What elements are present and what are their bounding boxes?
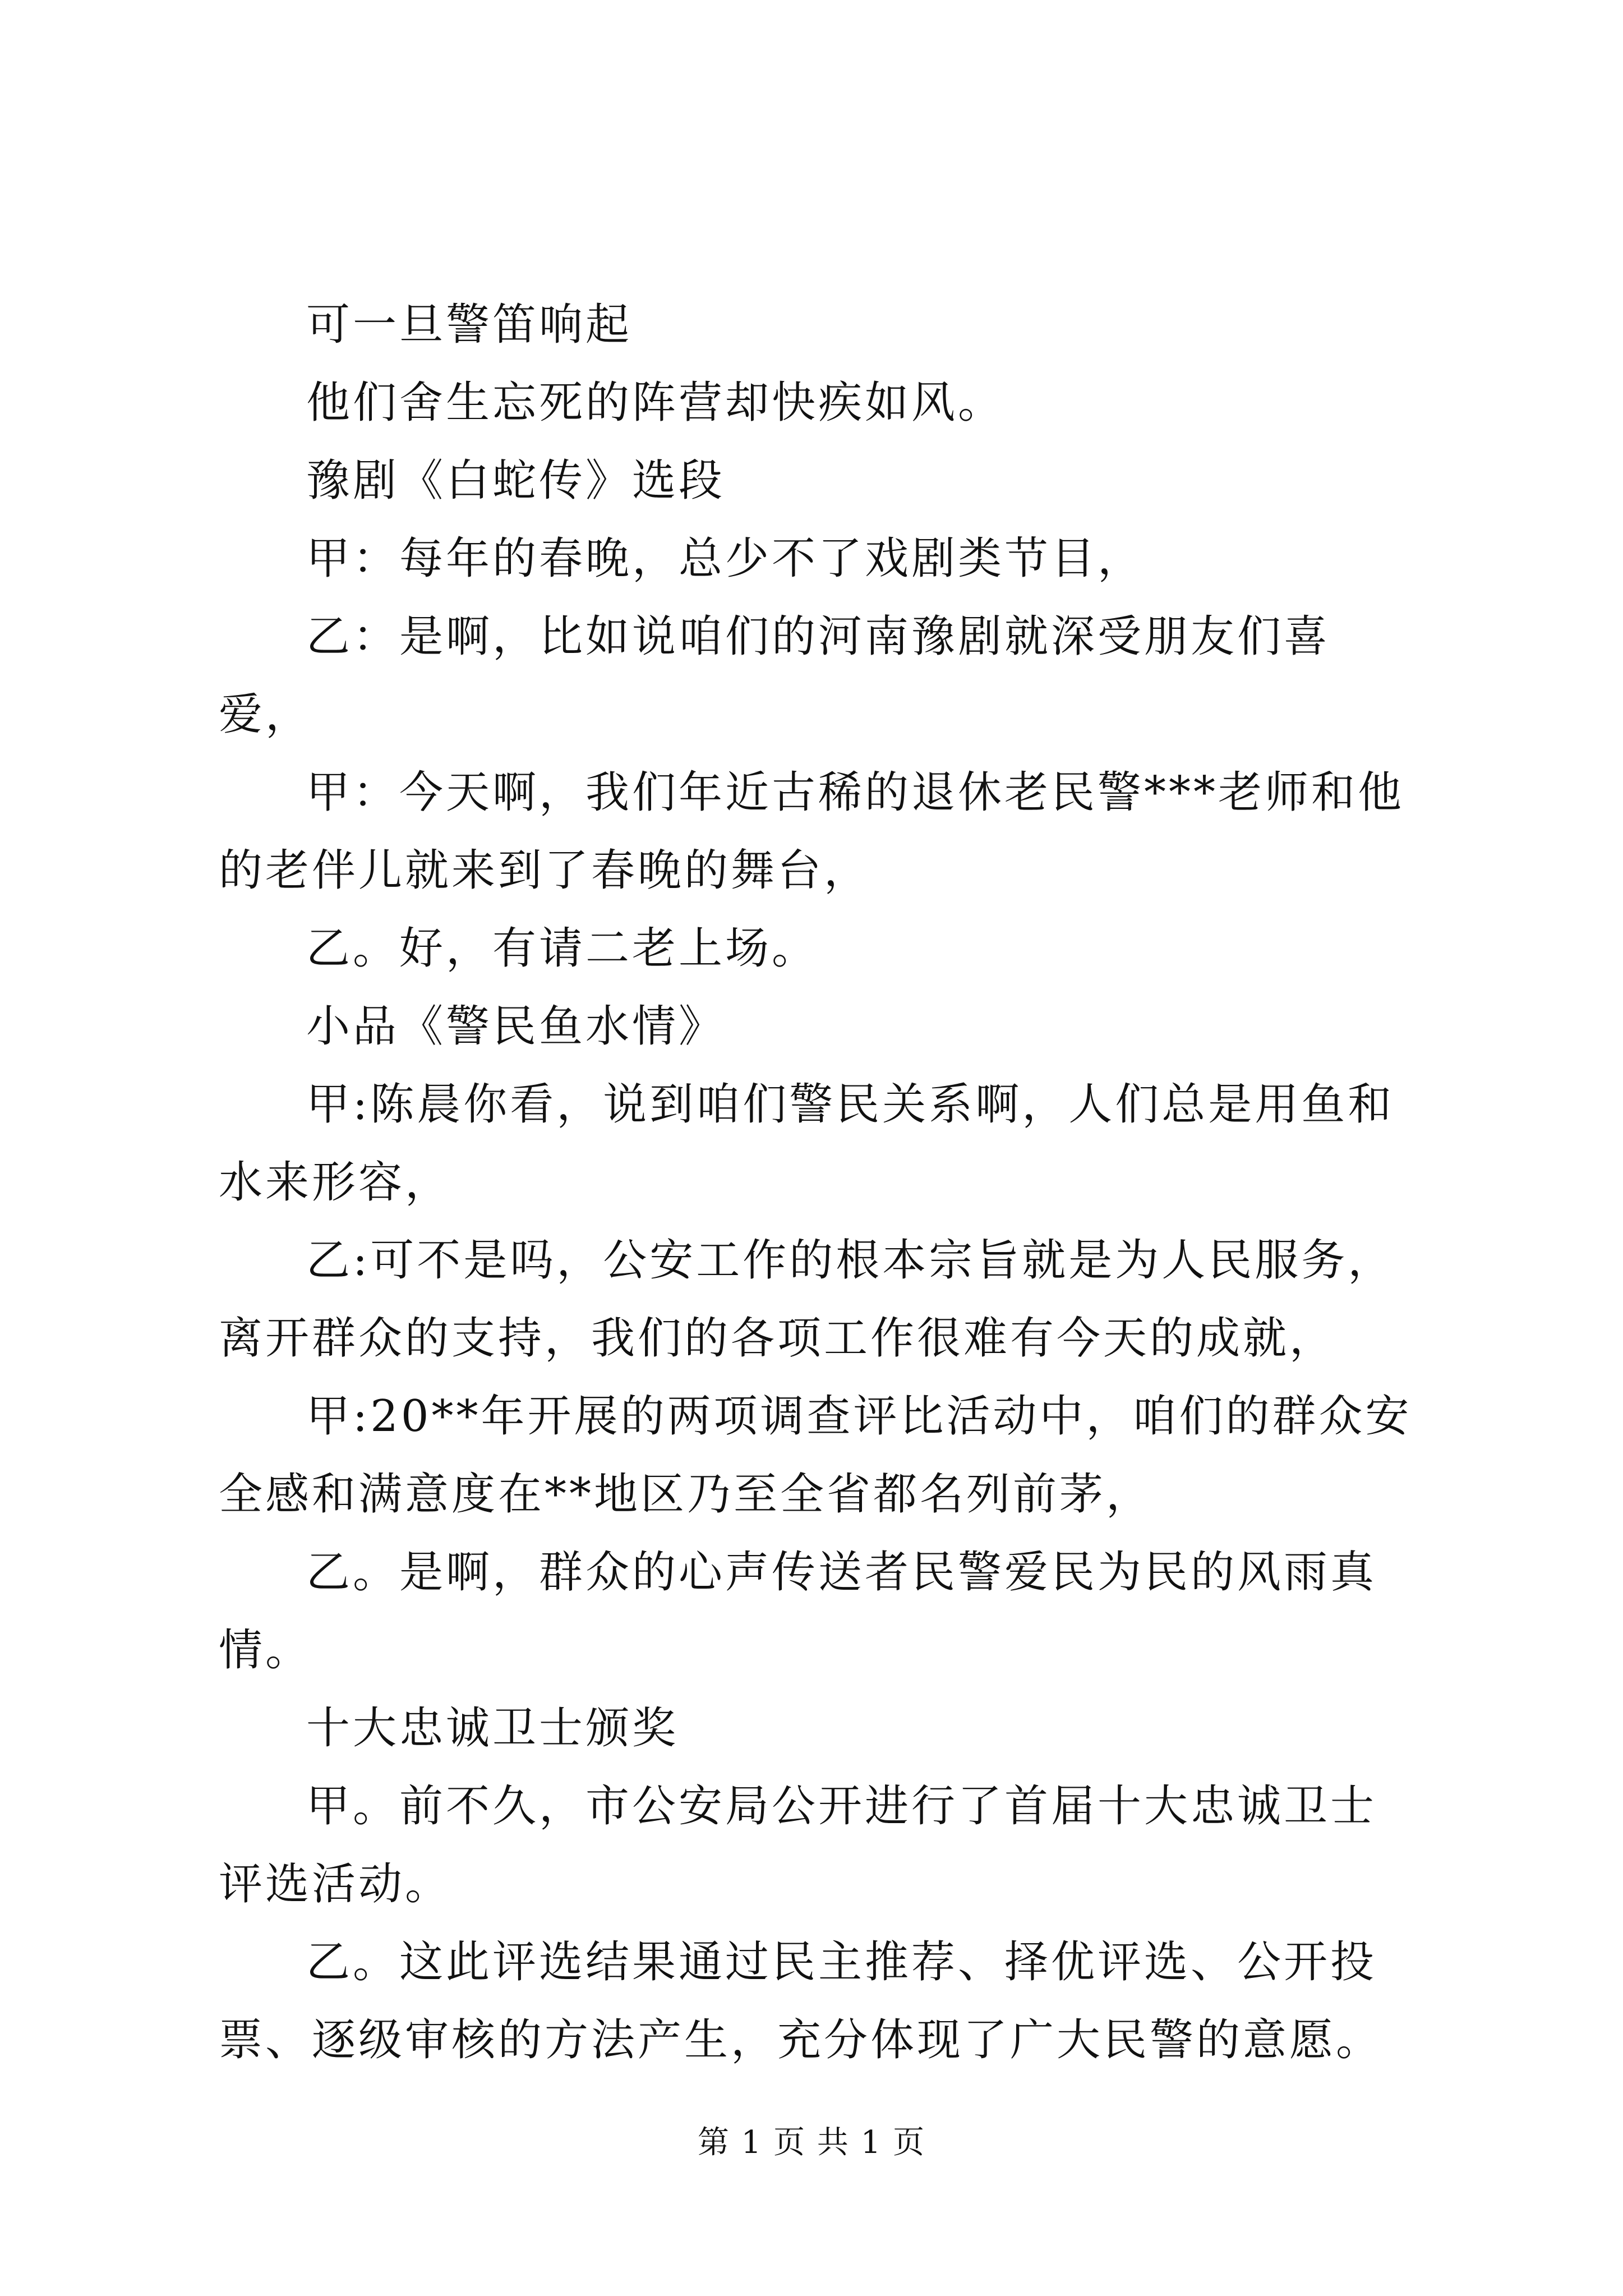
paragraph: 可一旦警笛响起 xyxy=(306,300,633,350)
paragraph: 乙：是啊，比如说咱们的河南豫剧就深受朋友们喜爱， xyxy=(219,611,1331,740)
section-heading: 豫剧《白蛇传》选段 xyxy=(306,455,726,506)
paragraph: 甲:20**年开展的两项调查评比活动中，咱们的群众安全感和满意度在**地区乃至全省都名列前茅， xyxy=(219,1391,1412,1520)
paragraph: 甲:陈晨你看，说到咱们警民关系啊，人们总是用鱼和水来形容， xyxy=(219,1079,1395,1208)
section-heading: 小品《警民鱼水情》 xyxy=(306,1001,726,1052)
paragraph: 甲：今天啊，我们年近古稀的退休老民警***老师和他的老伴儿就来到了春晚的舞台， xyxy=(219,767,1405,896)
section-heading: 十大忠诚卫士颁奖 xyxy=(306,1703,679,1754)
paragraph: 甲。前不久，市公安局公开进行了首届十大忠诚卫士评选活动。 xyxy=(219,1781,1377,1910)
paragraph: 乙。好，有请二老上场。 xyxy=(306,923,819,974)
document-body xyxy=(219,286,1413,2079)
paragraph: 甲：每年的春晚，总少不了戏剧类节目， xyxy=(306,533,1145,584)
paragraph: 乙:可不是吗，公安工作的根本宗旨就是为人民服务，离开群众的支持，我们的各项工作很难有今天的成就， xyxy=(219,1235,1395,1364)
paragraph: 他们舍生忘死的阵营却快疾如风。 xyxy=(306,378,1005,428)
paragraph: 乙。是啊，群众的心声传送者民警爱民为民的风雨真情。 xyxy=(219,1547,1377,1676)
paragraph: 乙。这此评选结果通过民主推荐、择优评选、公开投票、逐级审核的方法产生，充分体现了广大民警的意愿。 xyxy=(219,1937,1383,2065)
page-number-footer: 第 1 页 共 1 页 xyxy=(697,2124,926,2161)
